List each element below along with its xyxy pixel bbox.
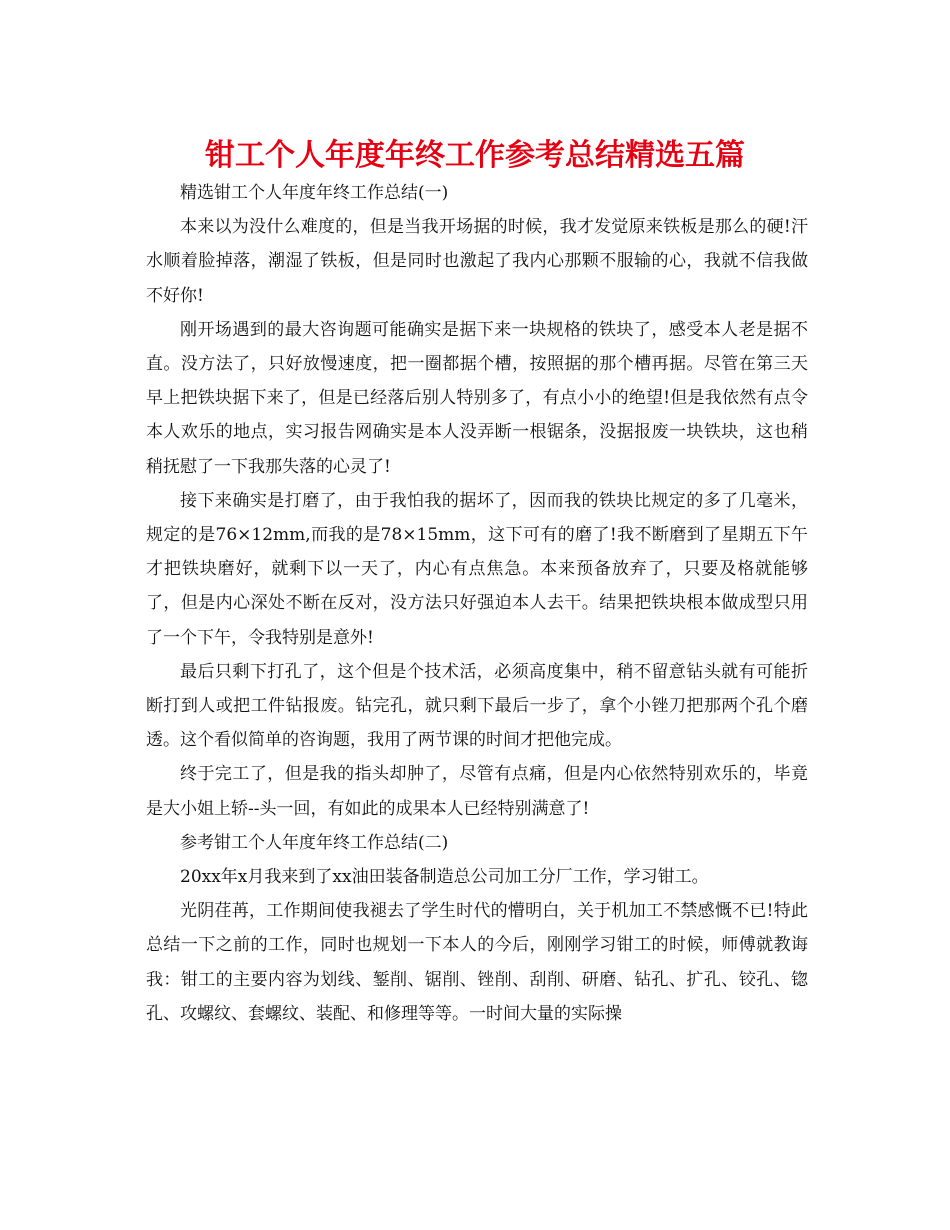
document-title: 钳工个人年度年终工作参考总结精选五篇 [205,138,745,173]
paragraph: 终于完工了，但是我的指头却肿了，尽管有点痛，但是内心依然特别欢乐的，毕竟是大小姐上轿--头一回，有如此的成果本人已经特别满意了! [146,764,808,819]
section-heading-1: 精选钳工个人年度年终工作总结(一) [180,183,449,203]
paragraph: 20xx年x月我来到了xx油田装备制造总公司加工分厂工作，学习钳工。 [180,867,709,888]
document-body [146,176,808,1031]
section-heading-2: 参考钳工个人年度年终工作总结(二) [180,832,449,853]
paragraph: 本来以为没什么难度的，但是当我开场据的时候，我才发觉原来铁板是那么的硬!汗水顺着脸掉落，潮湿了铁板，但是同时也激起了我内心那颗不服输的心，我就不信我做不好你! [146,217,808,306]
paragraph: 接下来确实是打磨了，由于我怕我的据坏了，因而我的铁块比规定的多了几毫米，规定的是76×12mm,而我的是78×15mm，这下可有的磨了!我不断磨到了星期五下午才把铁块磨好，就剩下以一天了，内心有点焦急。本来预备放弃了，只要及格就能够了，但是内心深处不断在反对，没方法只好强迫本人去干。结果把铁块根本做成型只用了一个下午，令我特别是意外! [146,490,808,648]
paragraph: 最后只剩下打孔了，这个但是个技术活，必须高度集中，稍不留意钻头就有可能折断打到人或把工件钻报废。钻完孔，就只剩下最后一步了，拿个小锉刀把那两个孔个磨透。这个看似简单的咨询题，我用了两节课的时间才把他完成。 [146,661,808,751]
paragraph: 光阴荏苒，工作期间使我褪去了学生时代的懵明白，关于机加工不禁感慨不已!特此总结一下之前的工作，同时也规划一下本人的今后，刚刚学习钳工的时候，师傅就教诲我：钳工的主要内容为划线、錾削、锯削、锉削、刮削、研磨、钻孔、扩孔、铰孔、锪孔、攻螺纹、套螺纹、装配、和修理等等。一时间大量的实际操 [146,901,808,1024]
paragraph: 刚开场遇到的最大咨询题可能确实是据下来一块规格的铁块了，感受本人老是据不直。没方法了，只好放慢速度，把一圈都据个槽，按照据的那个槽再据。尽管在第三天早上把铁块据下来了，但是已经落后别人特别多了，有点小小的绝望!但是我依然有点令本人欢乐的地点，实习报告网确实是本人没弄断一根锯条，没据报废一块铁块，这也稍稍抚慰了一下我那失落的心灵了! [146,319,808,477]
